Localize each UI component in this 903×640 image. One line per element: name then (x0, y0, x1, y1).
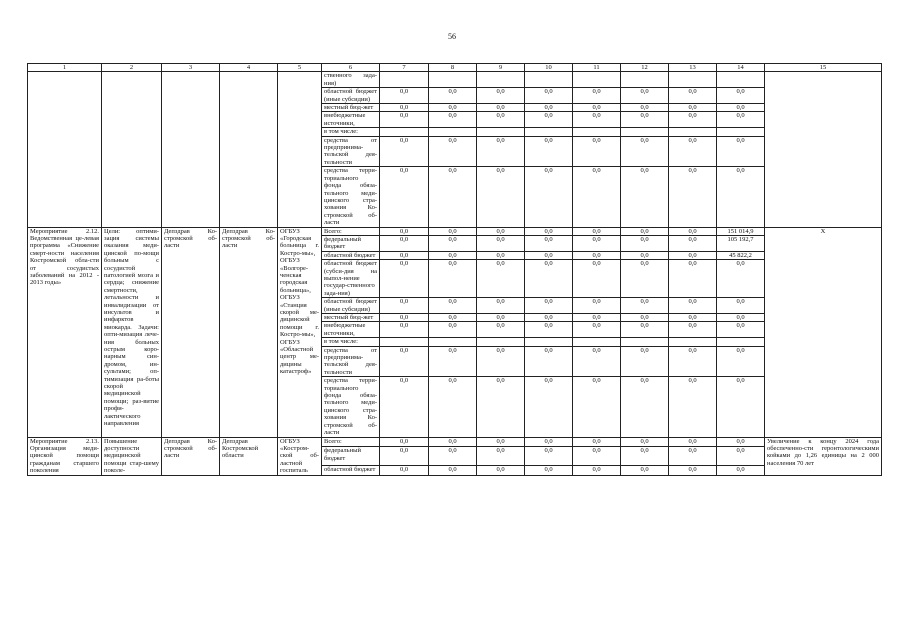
amount-cell: 0,0 (573, 314, 621, 322)
amount-cell: 0,0 (477, 136, 525, 167)
amount-cell: 0,0 (621, 346, 669, 377)
amount-cell: 0,0 (477, 167, 525, 227)
amount-cell: 0,0 (525, 314, 573, 322)
block1-row (28, 72, 882, 88)
amount-cell: 0,0 (621, 136, 669, 167)
amount-cell: 0,0 (477, 377, 525, 437)
amount-cell: 0,0 (525, 346, 573, 377)
funding-source-label: областной бюджет (322, 251, 380, 259)
amount-cell: 0,0 (429, 136, 477, 167)
amount-cell: 105 192,7 (717, 235, 765, 251)
amount-cell: 0,0 (717, 314, 765, 322)
column-header-10: 10 (525, 64, 573, 72)
amount-cell: 0,0 (573, 346, 621, 377)
funding-source-label: Всего: (322, 227, 380, 235)
amount-cell: 0,0 (429, 104, 477, 112)
amount-cell: 0,0 (669, 314, 717, 322)
amount-cell: 0,0 (573, 377, 621, 437)
amount-cell: 0,0 (717, 346, 765, 377)
amount-cell: 0,0 (525, 235, 573, 251)
amount-cell: 0,0 (477, 437, 525, 447)
executor-cell (220, 72, 278, 227)
funding-source-label: областной бюджет (иные субсидии) (322, 298, 380, 314)
amount-cell: 0,0 (380, 437, 429, 447)
amount-cell (525, 72, 573, 88)
amount-cell (477, 338, 525, 346)
amount-cell: 0,0 (525, 377, 573, 437)
column-header-6: 6 (322, 64, 380, 72)
expected-result-cell (765, 72, 882, 227)
funding-source-label: средства от предпринима-тельской дея-тельности (322, 136, 380, 167)
funding-source-label: внебюджетные источники, (322, 322, 380, 338)
funding-source-label: ственного зада- ния) (322, 72, 380, 88)
column-header-8: 8 (429, 64, 477, 72)
amount-cell: 0,0 (621, 227, 669, 235)
column-header-2: 2 (102, 64, 162, 72)
amount-cell: 0,0 (429, 322, 477, 338)
funding-source-label: средства от предпринима-тельской дея-тельности (322, 346, 380, 377)
column-header-5: 5 (278, 64, 322, 72)
amount-cell (525, 338, 573, 346)
amount-cell (573, 72, 621, 88)
goals-cell: Цели: оптими-зация системы оказания меди-цинской по-мощи больным с сосудистой патологией мозга и сердца; снижение смертности, летальности и инвалидизации от инсультов и инфарктов миокарда. Задачи: опти-мизация лече-ния больных острым коро-нарным син-дромом, ин-сультами; оп-тимизация ра-боты скорой медицинской помощи; раз-витие профи-лактического направления (102, 227, 162, 437)
funding-source-label: в том числе: (322, 128, 380, 136)
amount-cell: 0,0 (621, 322, 669, 338)
amount-cell: 0,0 (477, 104, 525, 112)
amount-cell: 0,0 (573, 227, 621, 235)
coordinator-cell: Депздрав Ко-стромской об-ласти (162, 227, 220, 437)
amount-cell: 0,0 (669, 167, 717, 227)
block3-row (28, 437, 882, 447)
amount-cell: 0,0 (621, 447, 669, 465)
amount-cell: 0,0 (717, 260, 765, 298)
amount-cell: 0,0 (429, 314, 477, 322)
amount-cell (621, 128, 669, 136)
funding-source-label: федеральный бюджет (322, 235, 380, 251)
column-header-13: 13 (669, 64, 717, 72)
amount-cell: 0,0 (621, 260, 669, 298)
funding-source-label: местный бюд-жет (322, 104, 380, 112)
amount-cell (380, 128, 429, 136)
amount-cell: 0,0 (669, 322, 717, 338)
budget-table (27, 63, 882, 476)
amount-cell: 0,0 (717, 298, 765, 314)
activity-cell (28, 72, 102, 227)
amount-cell: 0,0 (621, 88, 669, 104)
amount-cell: 0,0 (573, 235, 621, 251)
column-header-14: 14 (717, 64, 765, 72)
amount-cell: 0,0 (525, 104, 573, 112)
amount-cell: 0,0 (429, 260, 477, 298)
amount-cell: 0,0 (669, 112, 717, 128)
amount-cell: 0,0 (525, 167, 573, 227)
amount-cell: 0,0 (621, 465, 669, 475)
amount-cell: 0,0 (573, 167, 621, 227)
amount-cell: 0,0 (669, 437, 717, 447)
block2-row (28, 227, 882, 235)
amount-cell: 0,0 (669, 88, 717, 104)
amount-cell: 0,0 (717, 437, 765, 447)
column-header-3: 3 (162, 64, 220, 72)
amount-cell (525, 128, 573, 136)
amount-cell (669, 72, 717, 88)
amount-cell: 0,0 (429, 167, 477, 227)
amount-cell: 0,0 (525, 447, 573, 465)
column-header-15: 15 (765, 64, 882, 72)
amount-cell: 0,0 (573, 447, 621, 465)
amount-cell: 0,0 (429, 447, 477, 465)
amount-cell: 0,0 (669, 465, 717, 475)
amount-cell: 0,0 (380, 88, 429, 104)
amount-cell: 0,0 (429, 251, 477, 259)
amount-cell: 151 014,9 (717, 227, 765, 235)
executor-cell: Депздрав Ко-стромской об-ласти (220, 227, 278, 437)
amount-cell (717, 72, 765, 88)
amount-cell: 45 822,2 (717, 251, 765, 259)
amount-cell: 0,0 (380, 167, 429, 227)
amount-cell: 0,0 (669, 251, 717, 259)
amount-cell: 0,0 (621, 377, 669, 437)
amount-cell: 0,0 (477, 88, 525, 104)
column-header-row (28, 64, 882, 72)
amount-cell (621, 338, 669, 346)
amount-cell: 0,0 (477, 235, 525, 251)
funding-source-label: областной бюджет (322, 465, 380, 475)
funding-source-label: федеральный бюджет (322, 447, 380, 465)
amount-cell: 0,0 (429, 465, 477, 475)
amount-cell: 0,0 (621, 314, 669, 322)
amount-cell: 0,0 (477, 447, 525, 465)
amount-cell (380, 338, 429, 346)
amount-cell: 0,0 (380, 235, 429, 251)
amount-cell: 0,0 (669, 235, 717, 251)
amount-cell: 0,0 (477, 346, 525, 377)
amount-cell: 0,0 (380, 447, 429, 465)
activity-cell: Мероприятие 2.13. Организация меди-цинской помощи гражданам старшего поколения (28, 437, 102, 475)
amount-cell: 0,0 (477, 298, 525, 314)
amount-cell: 0,0 (477, 260, 525, 298)
amount-cell: 0,0 (380, 322, 429, 338)
amount-cell: 0,0 (717, 465, 765, 475)
column-header-12: 12 (621, 64, 669, 72)
funding-source-label: в том числе: (322, 338, 380, 346)
amount-cell: 0,0 (573, 136, 621, 167)
amount-cell: 0,0 (525, 322, 573, 338)
amount-cell: 0,0 (573, 251, 621, 259)
amount-cell (573, 338, 621, 346)
amount-cell: 0,0 (429, 227, 477, 235)
amount-cell: 0,0 (380, 251, 429, 259)
amount-cell: 0,0 (669, 346, 717, 377)
institution-cell (278, 72, 322, 227)
amount-cell: 0,0 (380, 227, 429, 235)
amount-cell: 0,0 (717, 377, 765, 437)
funding-source-label: областной бюджет (иные субсидии) (322, 88, 380, 104)
funding-source-label: средства терри-ториального фонда обяза-тельного меди-цинского стра-хования Ко-стромской об-ласти (322, 377, 380, 437)
amount-cell: 0,0 (429, 377, 477, 437)
amount-cell: 0,0 (477, 251, 525, 259)
amount-cell: 0,0 (669, 104, 717, 112)
amount-cell: 0,0 (429, 88, 477, 104)
expected-result-cell: Х (765, 227, 882, 437)
amount-cell: 0,0 (573, 260, 621, 298)
amount-cell: 0,0 (621, 251, 669, 259)
amount-cell: 0,0 (380, 298, 429, 314)
activity-cell: Мероприятие 2.12. Ведомственная це-левая программа «Снижение смерт-ности населения Костромской обла-сти от сосудистых заболеваний на 2012 - 2013 годы» (28, 227, 102, 437)
funding-source-label: Всего: (322, 437, 380, 447)
amount-cell: 0,0 (525, 465, 573, 475)
amount-cell: 0,0 (717, 104, 765, 112)
column-header-1: 1 (28, 64, 102, 72)
amount-cell: 0,0 (477, 465, 525, 475)
amount-cell (717, 338, 765, 346)
amount-cell (429, 338, 477, 346)
amount-cell (573, 128, 621, 136)
column-header-11: 11 (573, 64, 621, 72)
institution-cell: ОГБУЗ «Костром-ской об-ластной госпиталь (278, 437, 322, 475)
column-header-7: 7 (380, 64, 429, 72)
amount-cell (621, 72, 669, 88)
column-header-4: 4 (220, 64, 278, 72)
amount-cell (669, 338, 717, 346)
amount-cell: 0,0 (380, 346, 429, 377)
amount-cell: 0,0 (717, 322, 765, 338)
amount-cell: 0,0 (573, 465, 621, 475)
column-header-9: 9 (477, 64, 525, 72)
amount-cell: 0,0 (525, 437, 573, 447)
amount-cell: 0,0 (669, 227, 717, 235)
funding-source-label: внебюджетные источники, (322, 112, 380, 128)
amount-cell: 0,0 (429, 112, 477, 128)
amount-cell: 0,0 (669, 447, 717, 465)
funding-source-label: средства терри-ториального фонда обяза-тельного меди-цинского стра-хования Ко-стромской об-ласти (322, 167, 380, 227)
institution-cell: ОГБУЗ «Городская больница г. Костро-мы», ОГБУЗ «Волгоре-ченская городская больница», ОГБУЗ «Станция скорой ме-дицинской помощи г. Костро-мы», ОГБУЗ «Областной центр ме-дицины катастроф» (278, 227, 322, 437)
amount-cell: 0,0 (380, 465, 429, 475)
amount-cell: 0,0 (717, 88, 765, 104)
amount-cell: 0,0 (621, 298, 669, 314)
amount-cell: 0,0 (621, 167, 669, 227)
amount-cell: 0,0 (380, 377, 429, 437)
amount-cell: 0,0 (477, 322, 525, 338)
amount-cell: 0,0 (573, 437, 621, 447)
amount-cell: 0,0 (429, 437, 477, 447)
goals-cell: Повышение доступности медицинской помощи стар-шему поколе- (102, 437, 162, 475)
amount-cell: 0,0 (380, 104, 429, 112)
amount-cell: 0,0 (477, 314, 525, 322)
amount-cell: 0,0 (573, 88, 621, 104)
amount-cell (717, 128, 765, 136)
amount-cell: 0,0 (525, 136, 573, 167)
amount-cell: 0,0 (573, 298, 621, 314)
amount-cell: 0,0 (525, 260, 573, 298)
coordinator-cell: Депздрав Ко-стромской об-ласти (162, 437, 220, 475)
amount-cell: 0,0 (477, 227, 525, 235)
amount-cell: 0,0 (573, 104, 621, 112)
amount-cell: 0,0 (525, 251, 573, 259)
amount-cell: 0,0 (669, 136, 717, 167)
amount-cell: 0,0 (573, 322, 621, 338)
amount-cell: 0,0 (669, 377, 717, 437)
amount-cell: 0,0 (380, 112, 429, 128)
goals-cell (102, 72, 162, 227)
amount-cell (380, 72, 429, 88)
amount-cell: 0,0 (573, 112, 621, 128)
amount-cell: 0,0 (380, 260, 429, 298)
page-number: 56 (448, 32, 456, 41)
amount-cell (429, 72, 477, 88)
coordinator-cell (162, 72, 220, 227)
amount-cell: 0,0 (717, 167, 765, 227)
amount-cell: 0,0 (429, 298, 477, 314)
amount-cell (477, 128, 525, 136)
executor-cell: Депздрав Костромской области (220, 437, 278, 475)
amount-cell: 0,0 (621, 235, 669, 251)
expected-result-cell: Увеличение к концу 2024 года обеспеченно-сти геронтологическими койками до 1,26 единицы на 2 000 населения 70 лет (765, 437, 882, 475)
amount-cell: 0,0 (477, 112, 525, 128)
amount-cell: 0,0 (621, 104, 669, 112)
amount-cell: 0,0 (429, 235, 477, 251)
funding-source-label: местный бюд-жет (322, 314, 380, 322)
amount-cell: 0,0 (525, 227, 573, 235)
amount-cell: 0,0 (621, 437, 669, 447)
amount-cell (429, 128, 477, 136)
amount-cell (477, 72, 525, 88)
funding-source-label: областной бюджет (субси-дия на выпол-нение государ-ственного зада-ния) (322, 260, 380, 298)
amount-cell: 0,0 (525, 88, 573, 104)
amount-cell: 0,0 (717, 447, 765, 465)
amount-cell: 0,0 (380, 136, 429, 167)
amount-cell: 0,0 (525, 298, 573, 314)
amount-cell (669, 128, 717, 136)
amount-cell: 0,0 (621, 112, 669, 128)
amount-cell: 0,0 (717, 136, 765, 167)
amount-cell: 0,0 (525, 112, 573, 128)
amount-cell: 0,0 (429, 346, 477, 377)
amount-cell: 0,0 (669, 298, 717, 314)
amount-cell: 0,0 (717, 112, 765, 128)
amount-cell: 0,0 (380, 314, 429, 322)
amount-cell: 0,0 (669, 260, 717, 298)
